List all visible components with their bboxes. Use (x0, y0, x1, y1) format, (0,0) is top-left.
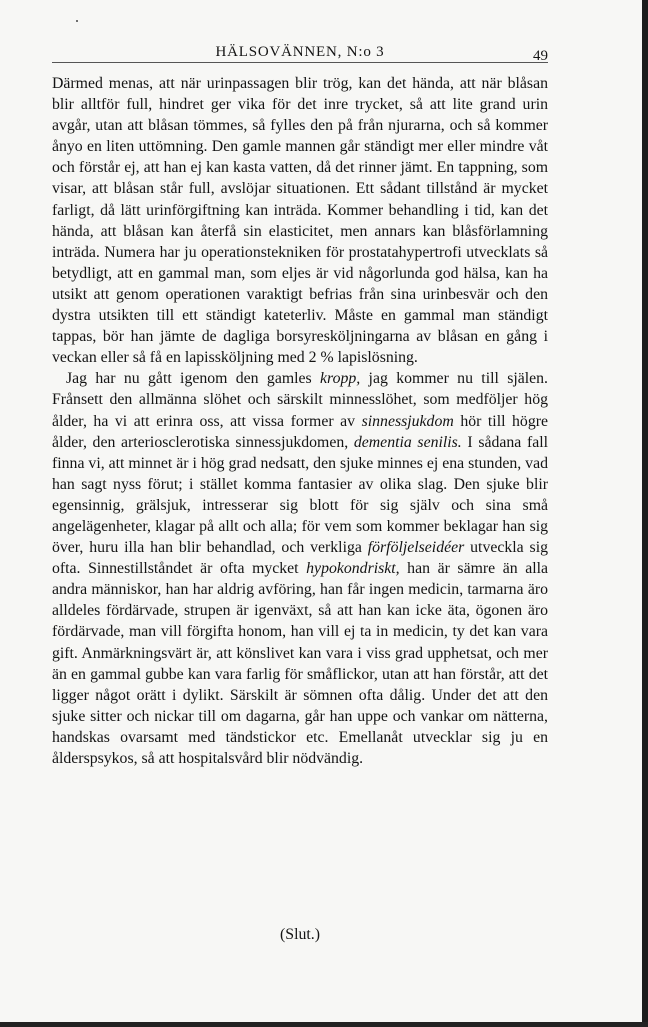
emphasis-forfoljelseideer: förföljelseidéer (367, 539, 465, 557)
emphasis-dementia-senilis: dementia senilis. (353, 433, 462, 451)
speck (76, 20, 78, 22)
paragraph-2 (52, 368, 548, 769)
end-mark: (Slut.) (280, 926, 320, 943)
paragraph-2-text: I sådana fall finna vi, att minnet är i hög grad nedsatt, den sjuke minnes ej ena stunden, vad han sagt nyss förut; i stället komma fantasier av olika slag. Den sjuke blir egensinnig, grälsjuk, intresserar sig blott för sig själv och sina små angelägenheter, klagar på allt och alla; för vem som kommer beklagar han sig över, huru illa han blir behandlad, och verkliga (52, 433, 548, 557)
paragraph-2-text: Jag har nu gått igenom den gamles (66, 370, 320, 388)
emphasis-sinnessjukdom: sinnessjukdom (361, 412, 454, 430)
paragraph-2-text: han är sämre än alla andra människor, han har aldrig avföring, han får ingen medicin, tarmarna äro alldeles fördärvade, strupen är igenväxt, så att han kan icke äta, ögonen äro fördärvade, man vill förgifta honom, han vill ej ta in medicin, ty det kan vara gift. Anmärkningsvärt är, att könslivet kan vara i viss grad upphetsat, och mer än en gammal gubbe kan vara farlig för småflickor, utan att han förstår, att det ligger något orätt i dylikt. Särskilt är sömnen ofta dålig. Under det att den sjuke sitter och nickar till om dagarna, går han uppe och vankar om nätterna, handskas ovarsamt med tändstickor etc. Emellanåt utvecklar sig ju en ålderspsykos, så att hospitalsvård blir nödvändig. (52, 560, 548, 767)
emphasis-kropp: kropp, (320, 370, 361, 388)
page-header (52, 44, 548, 66)
paragraph-1: Därmed menas, att när urinpassagen blir trög, kan det hända, att när blåsan blir alltför full, hindret ger vika för det inre trycket, så att lite grand urin avgår, utan att blåsan tömmes, så fylles den på från njurarna, och så kommer ånyo en liten uttömning. Den gamle mannen går ständigt mer eller mindre våt och förstår ej, att han ej kan kasta vatten, då det rinner jämt. En tappning, som visar, att blåsan står full, avslöjar situationen. Ett sådant tillstånd är mycket farligt, då lätt urinförgiftning kan inträda. Kommer behandling i tid, kan det hända, att blåsan kan återfå sin elasticitet, men annars kan blåsförlamning inträda. Numera har ju operationstekniken för prostatahypertrofi utvecklats så betydligt, att en gammal man, som eljes är vid någorlunda god hälsa, kan ha utsikt att genom operationen varaktigt befrias från sina urinbesvär och den dystra utsikten till ett ständigt kateterliv. Måste en gammal man ständigt tappas, bör han jämte de dagliga borsyresköljningarna av blåsan en gång i veckan eller så få en lapissköljning med 2 % lapislösning. (52, 75, 548, 367)
paragraph-2-text: hör till högre ålder, den arteriosclerotiska sinnessjukdomen, (52, 412, 548, 451)
running-head-text: HÄLSOVÄNNEN, N:o 3 (210, 44, 391, 60)
article-body (52, 73, 548, 769)
page-number: 49 (533, 48, 548, 64)
page-edge (642, 0, 648, 1027)
header-rule (52, 62, 548, 63)
running-head (52, 44, 548, 61)
emphasis-hypokondriskt: hypokondriskt, (306, 560, 400, 578)
page-bottom-edge (0, 1022, 648, 1027)
paragraph-2-text: jag kommer nu till själen. Frånsett den allmänna slöhet och särskilt minnesslöhet, som medföljer hög ålder, ha vi att erinra oss, att vissa former av (52, 370, 548, 430)
paragraph-2-text: utveckla sig ofta. Sinnestillståndet är ofta mycket (52, 539, 548, 578)
